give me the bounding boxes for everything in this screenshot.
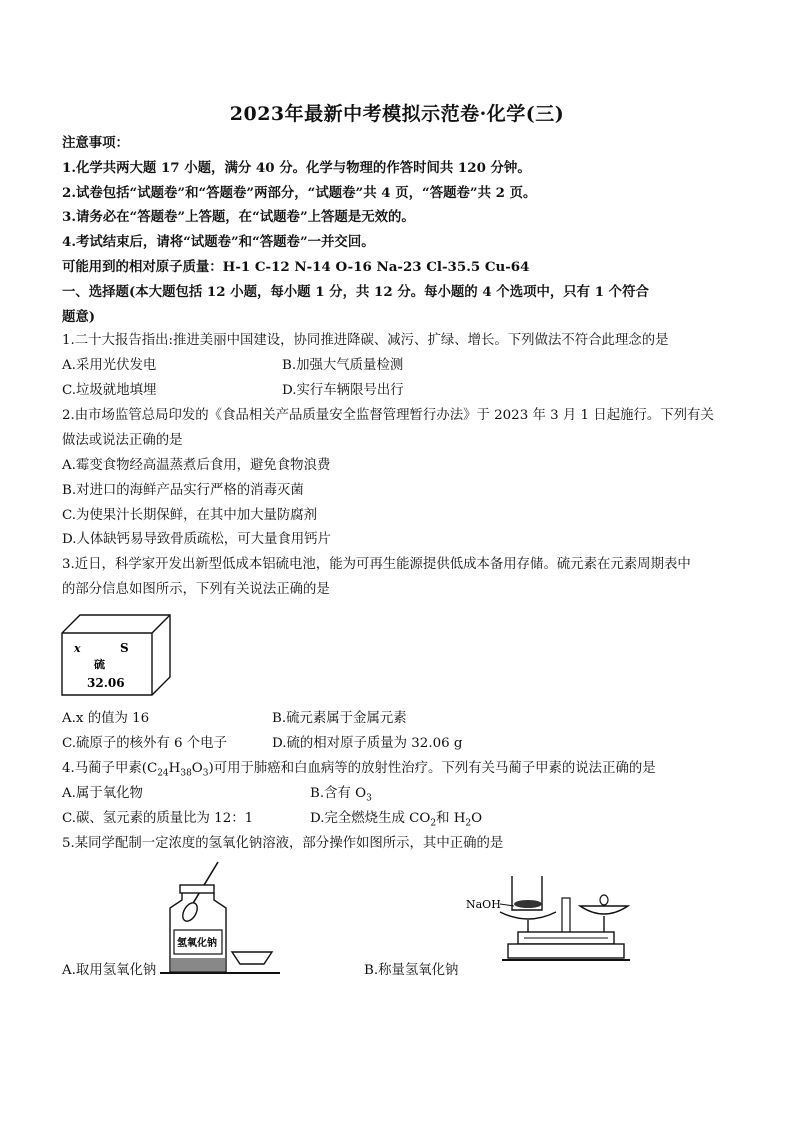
naoh-label: NaOH <box>466 898 501 911</box>
q2-option-d: D.人体缺钙易导致骨质疏松，可大量食用钙片 <box>62 532 331 547</box>
q4-option-d: D.完全燃烧生成 $CO_2$和 $H_2O$ <box>310 811 483 829</box>
q1-stem: 1.二十大报告指出:推进美丽中国建设，协同推进降碳、减污、扩绿、增长。下列做法不符合此理念的是 <box>62 333 669 348</box>
figure-balance <box>462 870 642 970</box>
atomic-mass-label: 32.06 <box>87 676 125 690</box>
q3-option-c: C.硫原子的核外有 6 个电子 <box>62 736 227 751</box>
element-symbol: S <box>120 641 129 655</box>
atomic-number-label: x <box>74 642 81 655</box>
figure-bottle-spoon <box>160 860 280 980</box>
page-title: 2023年最新中考模拟示范卷·化学(三) <box>229 103 565 125</box>
q5-stem: 5.某同学配制一定浓度的氢氧化钠溶液，部分操作如图所示，其中正确的是 <box>62 836 504 851</box>
element-name: 硫 <box>94 658 105 671</box>
q2-option-b: B.对进口的海鲜产品实行严格的消毒灭菌 <box>62 483 304 498</box>
note-item-1: 1.化学共两大题 17 小题，满分 40 分。化学与物理的作答时间共 120 分钟。 <box>62 160 531 176</box>
q5-option-a: A.取用氢氧化钠 <box>62 963 157 978</box>
note-item-4: 4.考试结束后，请将“试题卷”和“答题卷”一并交回。 <box>62 234 375 250</box>
q3-stem-line1: 3.近日，科学家开发出新型低成本铝硫电池，能为可再生能源提供低成本备用存储。硫元素在元素周期表中 <box>62 557 691 572</box>
q1-option-c: C.垃圾就地填埋 <box>62 383 157 398</box>
q2-option-a: A.霉变食物经高温蒸煮后食用，避免食物浪费 <box>62 458 331 473</box>
sulfur-element-cell <box>60 614 172 696</box>
note-item-3: 3.请务必在“答题卷”上答题，在“试题卷”上答题是无效的。 <box>62 209 415 225</box>
q4-option-c: C.碳、氢元素的质量比为 12：1 <box>62 811 254 826</box>
q2-stem-line2: 做法或说法正确的是 <box>62 433 183 448</box>
q1-option-b: B.加强大气质量检测 <box>282 358 404 373</box>
notes-heading: 注意事项： <box>62 135 129 151</box>
bottle-label: 氢氧化钠 <box>177 938 217 949</box>
q4-option-b: B.含有 $O_3$ <box>310 786 372 804</box>
q4-stem: 4.马蔺子甲素$(C_{24}H_{38}O_3)$可用于肺癌和白血病等的放射性治疗。下列有关马蔺子甲素的说法正确的是 <box>62 761 656 779</box>
q3-option-d: D.硫的相对原子质量为 32.06 g <box>272 736 463 751</box>
q5-option-b: B.称量氢氧化钠 <box>364 963 459 978</box>
q2-stem-line1: 2.由市场监管总局印发的《食品相关产品质量安全监督管理暂行办法》于 2023 年 3 月 1 日起施行。下列有关 <box>62 408 714 423</box>
q3-option-a: A.x 的值为 16 <box>62 711 150 726</box>
q1-option-d: D.实行车辆限号出行 <box>282 383 404 398</box>
q2-option-c: C.为使果汁长期保鲜，在其中加大量防腐剂 <box>62 508 318 523</box>
q1-option-a: A.采用光伏发电 <box>62 358 157 373</box>
q3-stem-line2: 的部分信息如图所示，下列有关说法正确的是 <box>62 582 330 597</box>
q3-option-b: B.硫元素属于金属元素 <box>272 711 407 726</box>
note-item-2: 2.试卷包括“试题卷”和“答题卷”两部分，“试题卷”共 4 页，“答题卷”共 2 页。 <box>62 185 537 201</box>
section-heading-line1: 一、选择题(本大题包括 12 小题，每小题 1 分，共 12 分。每小题的 4 个选项中，只有 1 个符合 <box>62 284 649 300</box>
q4-option-a: A.属于氧化物 <box>62 786 143 801</box>
atomic-masses: 可能用到的相对原子质量：H-1 C-12 N-14 O-16 Na-23 Cl-35.5 Cu-64 <box>62 259 530 275</box>
section-heading-line2: 题意) <box>62 309 96 325</box>
